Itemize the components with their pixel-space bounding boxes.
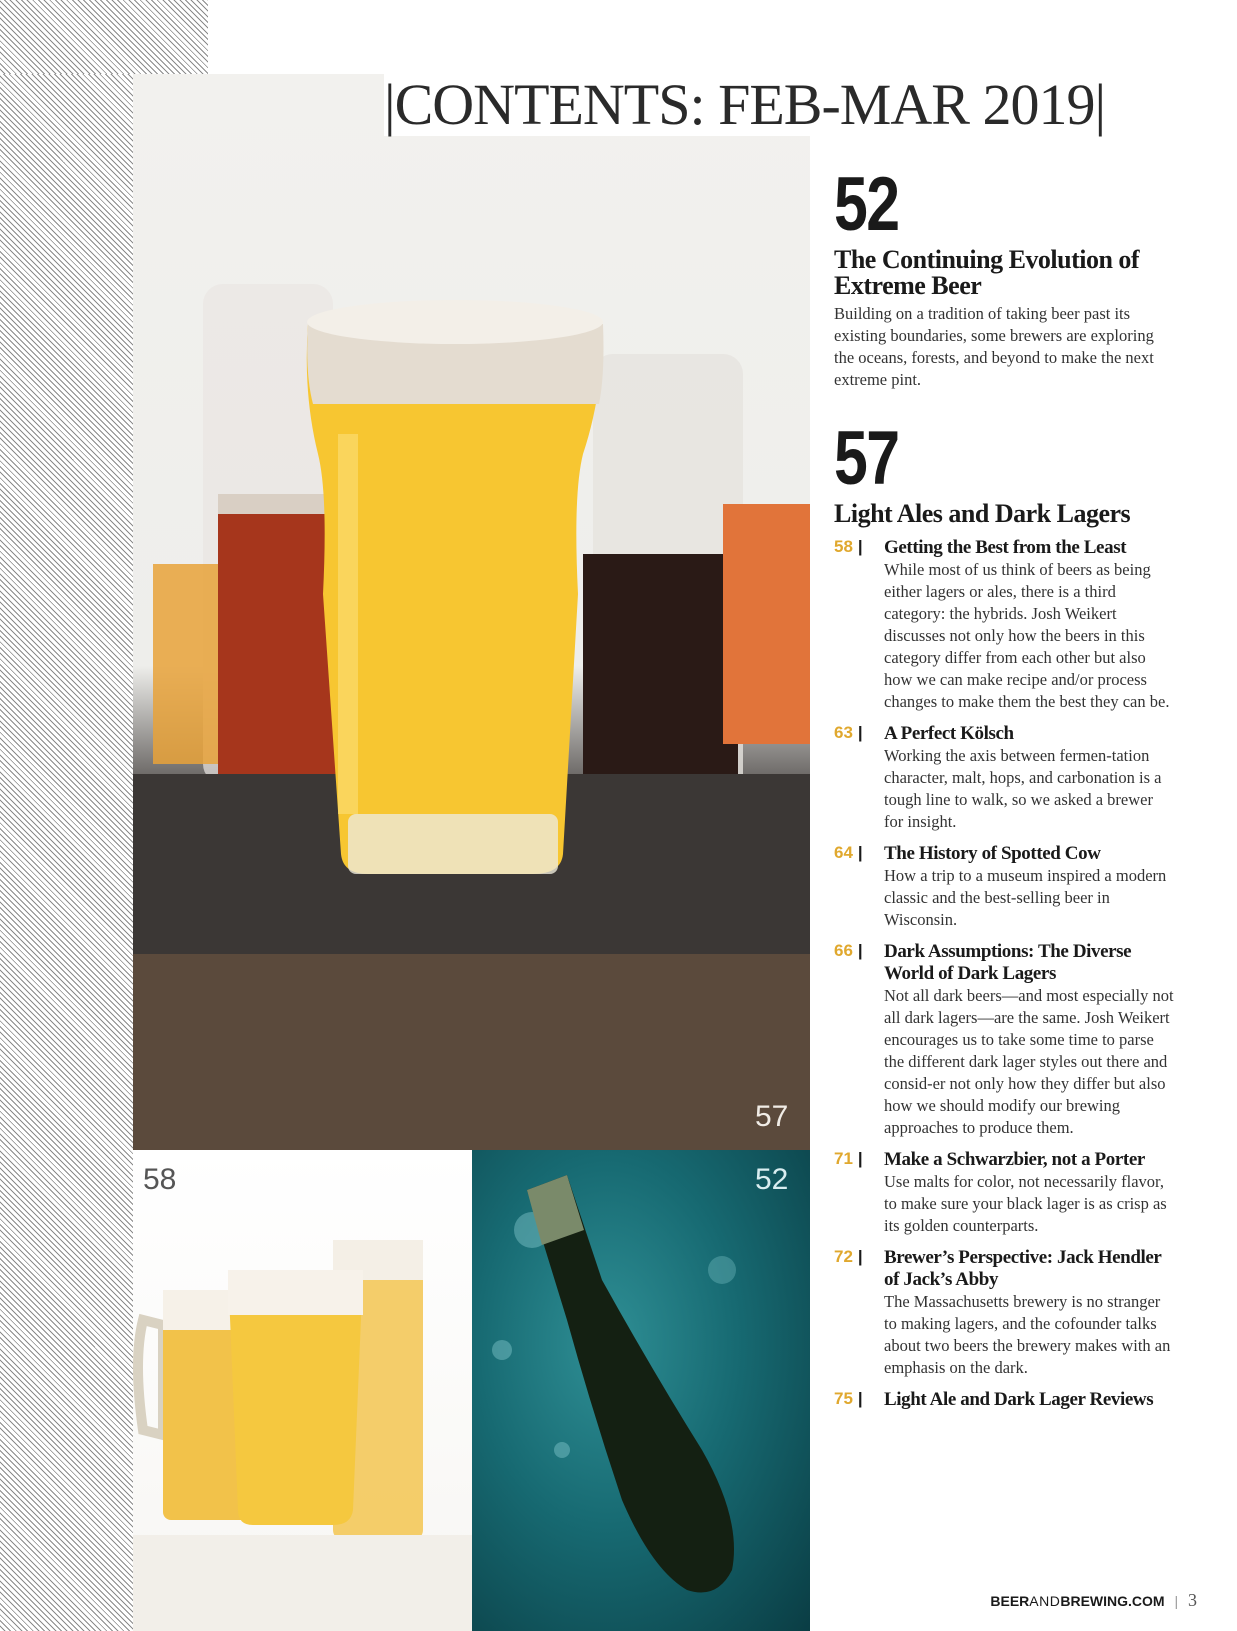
separator-bar: | (857, 1389, 863, 1408)
feature-title: The Continuing Evolution of Extreme Beer (834, 245, 1140, 300)
feature-extreme-beer[interactable] (834, 162, 1174, 391)
separator-bar: | (857, 843, 863, 862)
item-title: The History of Spotted Cow (884, 843, 1101, 864)
beer-mugs-photo (133, 1150, 472, 1631)
main-beer-photo (133, 74, 810, 1150)
decorative-stripe-top (0, 0, 208, 74)
bottle-underwater-photo (472, 1150, 810, 1631)
page-title: |CONTENTS: FEB-MAR 2019| (384, 74, 1174, 136)
item-description: Not all dark beers—and most especially not all dark lagers—are the same. Josh Weikert encourages us to take some time to parse the different dark lager styles out there and consid-er not only how they differ but also how we should modify our brewing approaches to produce them. (884, 986, 1174, 1137)
separator-bar: | (857, 941, 863, 960)
contents-column (834, 162, 1174, 1411)
separator-bar: | (857, 537, 863, 556)
page-footer (990, 1590, 1197, 1611)
contents-item[interactable] (834, 1389, 1174, 1411)
item-description: Use malts for color, not necessarily flavor, to make sure your black lager is as crisp as its golden counterparts. (884, 1172, 1167, 1235)
footer-separator: | (1174, 1593, 1179, 1609)
item-description: Working the axis between fermen-tation character, malt, hops, and carbonation is a tough line to walk, so we asked a brewer for insight. (884, 746, 1162, 831)
beer-glasses-illustration (133, 74, 810, 1150)
feature-light-ales-dark-lagers[interactable] (834, 416, 1174, 528)
item-page-number: 75 | (834, 1389, 863, 1408)
item-title: Light Ale and Dark Lager Reviews (884, 1389, 1154, 1410)
feature-page-number: 57 (834, 416, 899, 501)
beer-mugs-illustration (133, 1150, 472, 1631)
item-title: A Perfect Kölsch (884, 723, 1014, 744)
contents-item[interactable] (834, 843, 1174, 931)
item-page-number: 72 | (834, 1247, 863, 1266)
item-page-number: 64 | (834, 843, 863, 862)
item-page-number: 58 | (834, 537, 863, 556)
feature-description: Building on a tradition of taking beer past its existing boundaries, some brewers are exploring the oceans, forests, and beyond to make the next extreme pint. (834, 304, 1154, 389)
item-title: Brewer’s Perspective: Jack Hendler of Jack’s Abby (884, 1247, 1162, 1290)
separator-bar: | (857, 723, 863, 742)
item-page-number: 63 | (834, 723, 863, 742)
footer-brand-and: AND (1029, 1593, 1061, 1609)
item-page-number: 71 | (834, 1149, 863, 1168)
page-number: 3 (1188, 1590, 1197, 1610)
contents-item[interactable] (834, 1247, 1174, 1379)
contents-item[interactable] (834, 723, 1174, 833)
item-title: Getting the Best from the Least (884, 537, 1127, 558)
feature-title: Light Ales and Dark Lagers (834, 499, 1131, 528)
item-title: Dark Assumptions: The Diverse World of Dark Lagers (884, 941, 1132, 984)
left-photo-page-label: 58 (143, 1163, 177, 1196)
footer-brand-beer: BEER (990, 1593, 1030, 1609)
right-photo-page-label: 52 (755, 1163, 789, 1196)
contents-item[interactable] (834, 941, 1174, 1139)
item-description: While most of us think of beers as being either lagers or ales, there is a third category: the hybrids. Josh Weikert discusses not only how the beers in this category differ from each other but also how we can make recipe and/or process changes to make them the best they can be. (884, 560, 1170, 711)
separator-bar: | (857, 1149, 863, 1168)
item-description: The Massachusetts brewery is no stranger to making lagers, and the cofounder talks about two beers the brewery makes with an emphasis on the dark. (884, 1292, 1171, 1377)
main-photo-page-label: 57 (755, 1100, 789, 1133)
contents-item[interactable] (834, 1149, 1174, 1237)
contents-item[interactable] (834, 537, 1174, 713)
bottle-illustration (472, 1150, 810, 1631)
item-title: Make a Schwarzbier, not a Porter (884, 1149, 1145, 1170)
item-page-number: 66 | (834, 941, 863, 960)
item-description: How a trip to a museum inspired a modern classic and the best-selling beer in Wisconsin. (884, 866, 1167, 929)
separator-bar: | (857, 1247, 863, 1266)
footer-brand-brewing: BREWING.COM (1060, 1593, 1165, 1609)
feature-page-number: 52 (834, 162, 899, 247)
